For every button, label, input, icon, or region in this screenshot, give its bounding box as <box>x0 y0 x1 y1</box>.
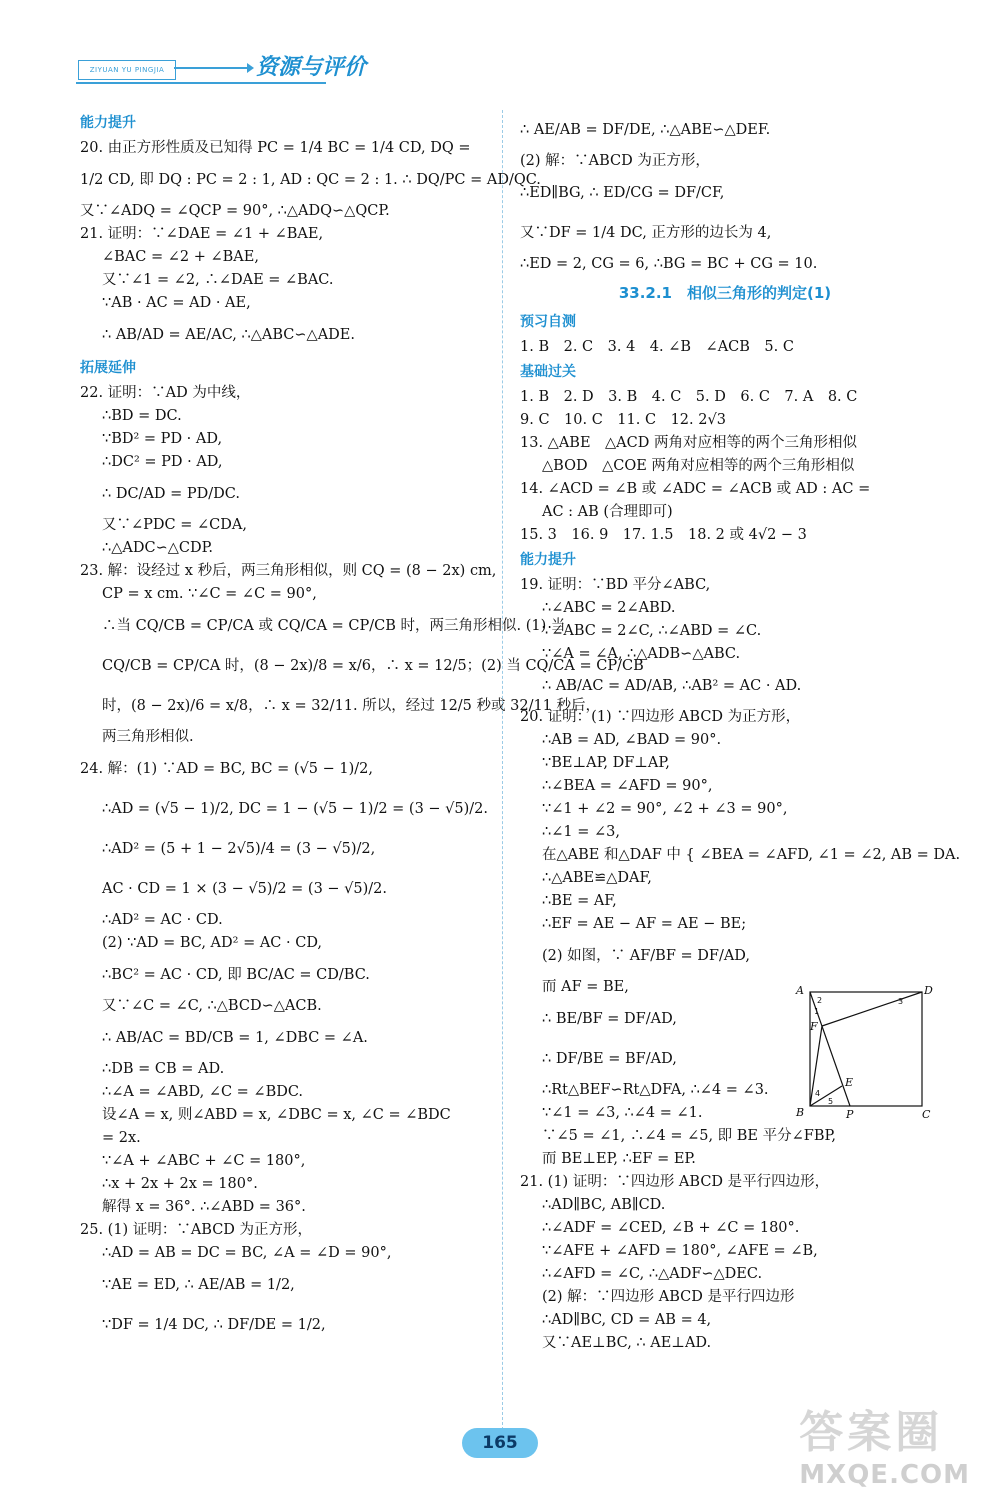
square-abcd <box>810 992 922 1106</box>
answer-line: ∵AB · AC = AD · AE, <box>102 295 251 311</box>
column-divider <box>502 110 503 1430</box>
answer-line: AC : AB (合理即可) <box>542 504 673 520</box>
answer-line: ∴△ADC∽△CDP. <box>102 540 214 556</box>
answer-line: ∴AD = (√5 − 1)/2, DC = 1 − (√5 − 1)/2 = (3 − √5)/2. <box>102 801 489 817</box>
answer-line: (2) 解：∵四边形 ABCD 是平行四边形 <box>542 1289 795 1305</box>
answer-line: 1. B 2. D 3. B 4. C 5. D 6. C 7. A 8. C <box>520 389 858 405</box>
answer-line: 15. 3 16. 9 17. 1.5 18. 2 或 4√2 − 3 <box>520 527 807 543</box>
answer-line: 23. 解：设经过 x 秒后，两三角形相似，则 CQ = (8 − 2x) cm, <box>80 563 497 579</box>
angle-5: 5 <box>828 1097 834 1106</box>
answer-line: ∴∠1 = ∠3, <box>542 824 620 840</box>
answer-line: ∴ED = 2, CG = 6, ∴BG = BC + CG = 10. <box>520 256 818 272</box>
header-arrow-icon <box>174 67 248 69</box>
answer-line: ∴AD² = AC · CD. <box>102 912 223 928</box>
section-heading: 33.2.1 相似三角形的判定(1) <box>618 284 832 302</box>
answer-line: ∵BD² = PD · AD, <box>102 431 223 447</box>
section-heading: 基础过关 <box>520 364 576 380</box>
answer-line: 1/2 CD, 即 DQ : PC = 2 : 1, AD : QC = 2 : 1. ∴ DQ/PC = AD/QC. <box>80 172 541 188</box>
label-a: A <box>796 984 804 997</box>
answer-line: ∴∠A = ∠ABD, ∠C = ∠BDC. <box>102 1084 304 1100</box>
answer-line: 又∵∠1 = ∠2, ∴∠DAE = ∠BAC. <box>102 272 334 288</box>
answer-line: 13. △ABE △ACD 两角对应相等的两个三角形相似 <box>520 435 857 451</box>
answer-line: ∵BE⊥AP, DF⊥AP, <box>542 755 670 771</box>
angle-1: 1 <box>814 1007 820 1016</box>
answer-line: 14. ∠ACD = ∠B 或 ∠ADC = ∠ACB 或 AD : AC = <box>520 481 871 497</box>
answer-line: AC · CD = 1 × (3 − √5)/2 = (3 − √5)/2. <box>102 881 388 897</box>
answer-line: △BOD △COE 两角对应相等的两个三角形相似 <box>542 458 855 474</box>
answer-line: 而 BE⊥EP, ∴EF = EP. <box>542 1151 696 1167</box>
label-c: C <box>922 1108 931 1121</box>
line-df <box>822 992 922 1026</box>
answer-line: ∴AB = AD, ∠BAD = 90°. <box>542 732 722 748</box>
answer-line: ∴ AB/AD = AE/AC, ∴△ABC∽△ADE. <box>102 327 355 343</box>
answer-line: ∴EF = AE − AF = AE − BE; <box>542 916 747 932</box>
answer-line: ∴BD = DC. <box>102 408 182 424</box>
answer-line: (2) ∵AD = BC, AD² = AC · CD, <box>102 935 323 951</box>
answer-line: 22. 证明：∵AD 为中线， <box>80 385 251 401</box>
answer-line: 20. 证明：(1) ∵四边形 ABCD 为正方形， <box>520 709 801 725</box>
answer-line: ∴Rt△BEF∽Rt△DFA, ∴∠4 = ∠3. <box>542 1082 769 1098</box>
answer-line: ∵∠ABC = 2∠C, ∴∠ABD = ∠C. <box>542 623 762 639</box>
answer-line: (2) 解：∵ABCD 为正方形， <box>520 153 710 169</box>
answer-line: ∴ AE/AB = DF/DE, ∴△ABE∽△DEF. <box>520 122 771 138</box>
answer-line: 设∠A = x, 则∠ABD = x, ∠DBC = x, ∠C = ∠BDC <box>102 1107 451 1123</box>
section-heading: 能力提升 <box>520 552 576 568</box>
answer-line: ∴AD = AB = DC = BC, ∠A = ∠D = 90°, <box>102 1245 392 1261</box>
answer-line: ∵AE = ED, ∴ AE/AB = 1/2, <box>102 1277 295 1293</box>
header-underline <box>76 82 326 84</box>
answer-line: 21. (1) 证明：∵四边形 ABCD 是平行四边形， <box>520 1174 830 1190</box>
answer-line: ∴BE = AF, <box>542 893 617 909</box>
answer-line: ∴ AB/AC = AD/AB, ∴AB² = AC · AD. <box>542 678 802 694</box>
answer-line: 又∵∠ADQ = ∠QCP = 90°, ∴△ADQ∽△QCP. <box>80 203 390 219</box>
answer-line: ∵∠A + ∠ABC + ∠C = 180°, <box>102 1153 306 1169</box>
answer-line: 又∵∠PDC = ∠CDA, <box>102 517 247 533</box>
label-b: B <box>796 1106 805 1119</box>
label-p: P <box>846 1108 854 1121</box>
answer-line: 19. 证明：∵BD 平分∠ABC, <box>520 577 711 593</box>
page-header <box>76 50 367 84</box>
answer-line: 时，(8 − 2x)/6 = x/8，∴ x = 32/11. 所以，经过 12/5 秒或 32/11 秒后， <box>102 698 601 714</box>
answer-line: 9. C 10. C 11. C 12. 2√3 <box>520 412 726 428</box>
answer-line: ∠BAC = ∠2 + ∠BAE, <box>102 249 259 265</box>
answer-line: ∵∠5 = ∠1, ∴∠4 = ∠5, 即 BE 平分∠FBP, <box>542 1128 836 1144</box>
answer-line: ∴DB = CB = AD. <box>102 1061 225 1077</box>
label-e: E <box>845 1076 854 1089</box>
answer-line: ∴BC² = AC · CD, 即 BC/AC = CD/BC. <box>102 967 370 983</box>
answer-line: 21. 证明：∵∠DAE = ∠1 + ∠BAE, <box>80 226 324 242</box>
answer-line: ∵DF = 1/4 DC, ∴ DF/DE = 1/2, <box>102 1317 326 1333</box>
answer-line: 24. 解：(1) ∵AD = BC, BC = (√5 − 1)/2, <box>80 761 373 777</box>
answer-line: ∵∠1 = ∠3, ∴∠4 = ∠1. <box>542 1105 703 1121</box>
answer-line: 1. B 2. C 3. 4 4. ∠B ∠ACB 5. C <box>520 339 794 355</box>
answer-line: ∴ AB/AC = BD/CB = 1, ∠DBC = ∠A. <box>102 1030 368 1046</box>
answer-line: ∴∠ABC = 2∠ABD. <box>542 600 676 616</box>
answer-line: 20. 由正方形性质及已知得 PC = 1/4 BC = 1/4 CD, DQ = <box>80 140 471 156</box>
answer-line: ∴∠ADF = ∠CED, ∠B + ∠C = 180°. <box>542 1220 800 1236</box>
answer-line: 又∵DF = 1/4 DC, 正方形的边长为 4, <box>520 225 772 241</box>
answer-line: 又∵AE⊥BC, ∴ AE⊥AD. <box>542 1335 712 1351</box>
answer-line: ∴∠AFD = ∠C, ∴△ADF∽△DEC. <box>542 1266 763 1282</box>
answer-line: (2) 如图，∵ AF/BF = DF/AD, <box>542 948 751 964</box>
answer-line: 两三角形相似. <box>102 729 194 745</box>
answer-line: ∴∠BEA = ∠AFD = 90°, <box>542 778 713 794</box>
watermark-url: MXQE.COM <box>799 1460 970 1490</box>
answer-line: ∴ BE/BF = DF/AD, <box>542 1011 677 1027</box>
answer-line: 25. (1) 证明：∵ABCD 为正方形， <box>80 1222 313 1238</box>
answer-line: 解得 x = 36°. ∴∠ABD = 36°. <box>102 1199 306 1215</box>
angle-3: 3 <box>898 997 904 1006</box>
answer-line: 而 AF = BE, <box>542 979 629 995</box>
answer-line: ∴ DF/BE = BF/AD, <box>542 1051 677 1067</box>
label-d: D <box>924 984 933 997</box>
square-figure <box>790 982 933 1122</box>
header-latin: ZIYUAN YU PINGJIA <box>78 60 176 80</box>
answer-line: ∴△ABE≌△DAF, <box>542 870 652 886</box>
watermark-logo: 答案圈 <box>799 1407 944 1458</box>
answer-line: ∴AD² = (5 + 1 − 2√5)/4 = (3 − √5)/2, <box>102 841 376 857</box>
answer-line: ∴x + 2x + 2x = 180°. <box>102 1176 258 1192</box>
answer-line: ∴AD∥BC, AB∥CD. <box>542 1197 666 1213</box>
angle-4: 4 <box>815 1089 821 1098</box>
header-title: 资源与评价 <box>256 55 367 80</box>
answer-line: = 2x. <box>102 1130 141 1146</box>
section-heading: 拓展延伸 <box>80 360 136 376</box>
watermark <box>799 1396 970 1490</box>
section-heading: 预习自测 <box>520 314 576 330</box>
answer-line: ∴ DC/AD = PD/DC. <box>102 486 240 502</box>
answer-line: ∵∠A = ∠A, ∴△ADB∽△ABC. <box>542 646 741 662</box>
section-heading: 能力提升 <box>80 115 136 131</box>
answer-line: ∴ED∥BG, ∴ ED/CG = DF/CF, <box>520 185 725 201</box>
answer-line: ∴AD∥BC, CD = AB = 4, <box>542 1312 712 1328</box>
answer-line: CP = x cm. ∵∠C = ∠C = 90°, <box>102 586 317 602</box>
answer-line: 在△ABE 和△DAF 中 { ∠BEA = ∠AFD, ∠1 = ∠2, AB = DA. <box>542 847 961 863</box>
page-number: 165 <box>462 1428 538 1458</box>
answer-line: 又∵∠C = ∠C, ∴△BCD∽△ACB. <box>102 998 322 1014</box>
label-f: F <box>810 1020 818 1033</box>
answer-line: ∵∠1 + ∠2 = 90°, ∠2 + ∠3 = 90°, <box>542 801 788 817</box>
answer-line: ∵∠AFE + ∠AFD = 180°, ∠AFE = ∠B, <box>542 1243 818 1259</box>
angle-2: 2 <box>817 996 823 1005</box>
answer-line: ∴当 CQ/CB = CP/CA 或 CQ/CA = CP/CB 时，两三角形相似. (1) 当 <box>102 618 566 634</box>
right-column <box>520 110 961 1355</box>
answer-line: CQ/CB = CP/CA 时，(8 − 2x)/8 = x/6，∴ x = 12/5；(2) 当 CQ/CA = CP/CB <box>102 658 644 674</box>
answer-line: ∴DC² = PD · AD, <box>102 454 223 470</box>
